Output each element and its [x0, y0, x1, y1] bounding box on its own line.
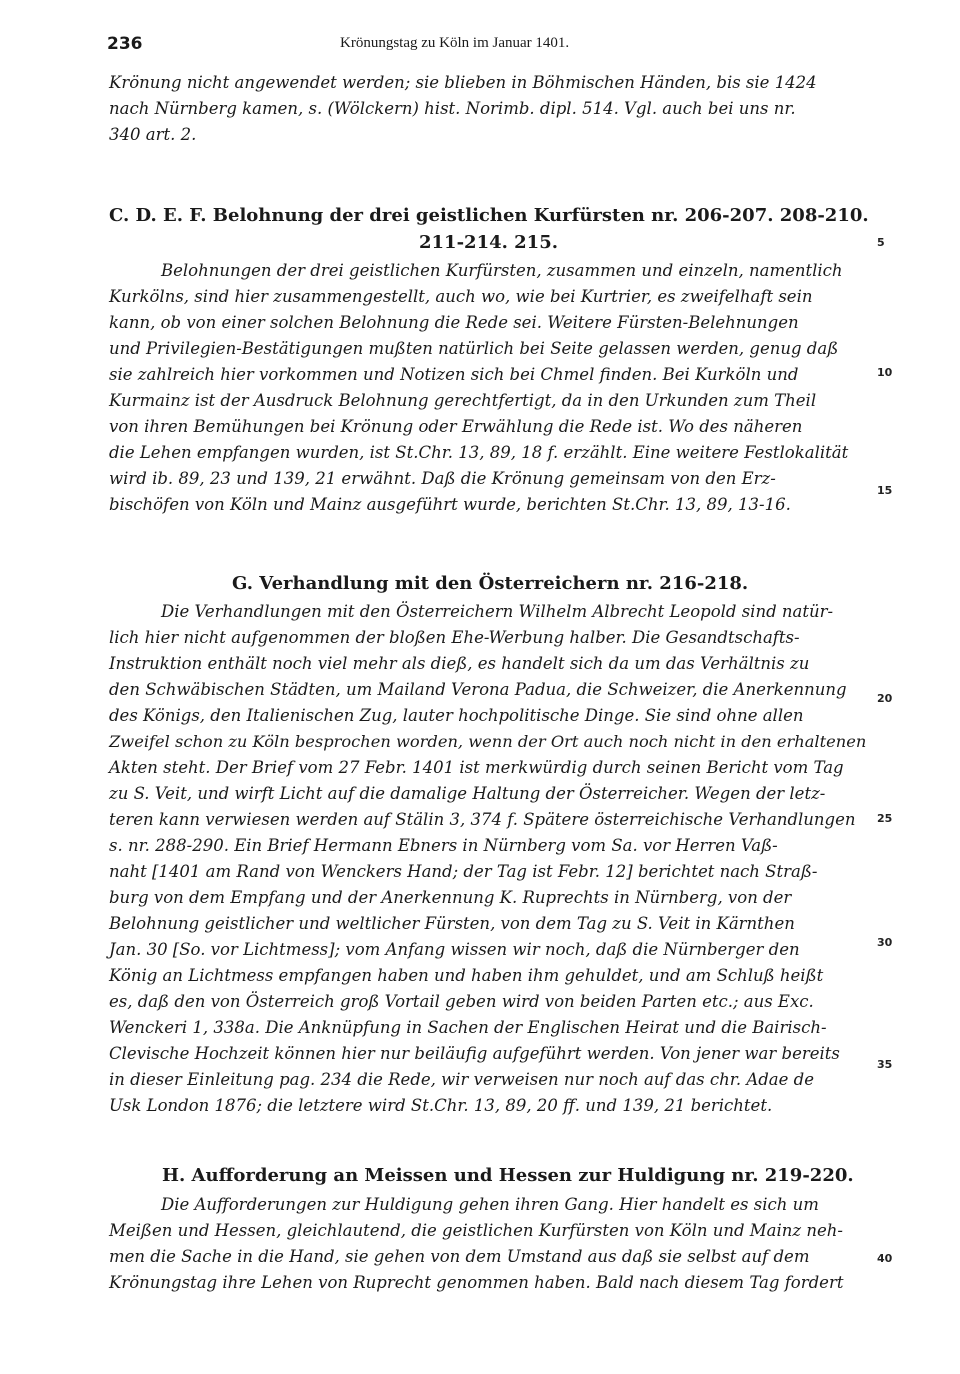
text-line: 340 art. 2.	[109, 125, 197, 144]
text-line: Clevische Hochzeit können hier nur beiläufig aufgeführt werden. Von jener war bereits	[109, 1044, 840, 1063]
text-line: kann, ob von einer solchen Belohnung die Rede sei. Weitere Fürsten-Belehnungen	[109, 313, 799, 332]
section-heading: H. Aufforderung an Meissen und Hessen zur Huldigung nr. 219-220.	[162, 1165, 854, 1186]
text-line: Die Verhandlungen mit den Österreichern Wilhelm Albrecht Leopold sind natür-	[161, 602, 834, 621]
section-heading: 211-214. 215.	[419, 232, 558, 253]
text-line: Krönung nicht angewendet werden; sie blieben in Böhmischen Händen, bis sie 1424	[109, 73, 817, 92]
text-line: von ihren Bemühungen bei Krönung oder Erwählung die Rede ist. Wo des näheren	[109, 417, 803, 436]
section-heading: C. D. E. F. Belohnung der drei geistlichen Kurfürsten nr. 206-207. 208-210.	[109, 205, 869, 226]
text-line: Zweifel schon zu Köln besprochen worden, wenn der Ort auch noch nicht in den erhaltenen	[109, 732, 867, 751]
page-number: 236	[107, 34, 143, 54]
text-line: Kurkölns, sind hier zusammengestellt, auch wo, wie bei Kurtrier, es zweifelhaft sein	[109, 287, 813, 306]
text-line: Wenckeri 1, 338a. Die Anknüpfung in Sachen der Englischen Heirat und die Bairisch-	[109, 1018, 827, 1037]
text-line: Usk London 1876; die letztere wird St.Chr. 13, 89, 20 ff. und 139, 21 berichtet.	[109, 1096, 773, 1115]
margin-line-number: 10	[877, 366, 893, 379]
text-line: und Privilegien-Bestätigungen mußten natürlich bei Seite gelassen werden, genug daß	[109, 339, 839, 358]
running-head	[107, 34, 867, 58]
margin-line-number: 5	[877, 236, 885, 249]
text-line: zu S. Veit, und wirft Licht auf die damalige Haltung der Österreicher. Wegen der letz-	[109, 784, 826, 803]
section-heading: G. Verhandlung mit den Österreichern nr. 216-218.	[232, 573, 749, 594]
text-line: lich hier nicht aufgenommen der bloßen Ehe-Werbung halber. Die Gesandtschafts-	[109, 628, 800, 647]
text-line: Krönungstag ihre Lehen von Ruprecht genommen haben. Bald nach diesem Tag fordert	[109, 1273, 844, 1292]
text-line: es, daß den von Österreich groß Vortail geben wird von beiden Parten etc.; aus Exc.	[109, 992, 814, 1011]
text-line: Belohnungen der drei geistlichen Kurfürsten, zusammen und einzeln, namentlich	[161, 261, 843, 280]
text-line: die Lehen empfangen wurden, ist St.Chr. 13, 89, 18 f. erzählt. Eine weitere Festlokalität	[109, 443, 849, 462]
text-line: Akten steht. Der Brief vom 27 Febr. 1401 ist merkwürdig durch seinen Bericht vom Tag	[109, 758, 844, 777]
margin-line-number: 20	[877, 692, 893, 705]
text-line: men die Sache in die Hand, sie gehen von dem Umstand aus daß sie selbst auf dem	[109, 1247, 810, 1266]
text-line: Meißen und Hessen, gleichlautend, die geistlichen Kurfürsten von Köln und Mainz neh-	[109, 1221, 843, 1240]
text-line: den Schwäbischen Städten, um Mailand Verona Padua, die Schweizer, die Anerkennung	[109, 680, 847, 699]
text-line: Die Aufforderungen zur Huldigung gehen ihren Gang. Hier handelt es sich um	[161, 1195, 819, 1214]
text-line: sie zahlreich hier vorkommen und Notizen sich bei Chmel finden. Bei Kurköln und	[109, 365, 799, 384]
text-line: naht [1401 am Rand von Wenckers Hand; der Tag ist Febr. 12] berichtet nach Straß-	[109, 862, 818, 881]
text-line: des Königs, den Italienischen Zug, lauter hochpolitische Dinge. Sie sind ohne allen	[109, 706, 804, 725]
text-line: teren kann verwiesen werden auf Stälin 3, 374 f. Spätere österreichische Verhandlungen	[109, 810, 856, 829]
text-line: Belohnung geistlicher und weltlicher Fürsten, von dem Tag zu S. Veit in Kärnthen	[109, 914, 795, 933]
text-line: in dieser Einleitung pag. 234 die Rede, wir verweisen nur noch auf das chr. Adae de	[109, 1070, 814, 1089]
text-line: wird ib. 89, 23 und 139, 21 erwähnt. Daß die Krönung gemeinsam von den Erz-	[109, 469, 776, 488]
margin-line-number: 25	[877, 812, 893, 825]
text-line: bischöfen von Köln und Mainz ausgeführt wurde, berichten St.Chr. 13, 89, 13-16.	[109, 495, 791, 514]
text-line: s. nr. 288-290. Ein Brief Hermann Ebners in Nürnberg vom Sa. vor Herren Vaß-	[109, 836, 778, 855]
margin-line-number: 40	[877, 1252, 893, 1265]
text-line: König an Lichtmess empfangen haben und haben ihm gehuldet, und am Schluß heißt	[109, 966, 824, 985]
text-line: burg von dem Empfang und der Anerkennung K. Ruprechts in Nürnberg, von der	[109, 888, 792, 907]
margin-line-number: 35	[877, 1058, 893, 1071]
margin-line-number: 30	[877, 936, 893, 949]
text-line: Kurmainz ist der Ausdruck Belohnung gerechtfertigt, da in den Urkunden zum Theil	[109, 391, 817, 410]
text-line: nach Nürnberg kamen, s. (Wölckern) hist. Norimb. dipl. 514. Vgl. auch bei uns nr.	[109, 99, 796, 118]
running-head-title: Krönungstag zu Köln im Januar 1401.	[340, 35, 570, 51]
text-line: Instruktion enthält noch viel mehr als dieß, es handelt sich da um das Verhältnis zu	[109, 654, 810, 673]
text-line: Jan. 30 [So. vor Lichtmess]; vom Anfang wissen wir noch, daß die Nürnberger den	[109, 940, 800, 959]
margin-line-number: 15	[877, 484, 893, 497]
